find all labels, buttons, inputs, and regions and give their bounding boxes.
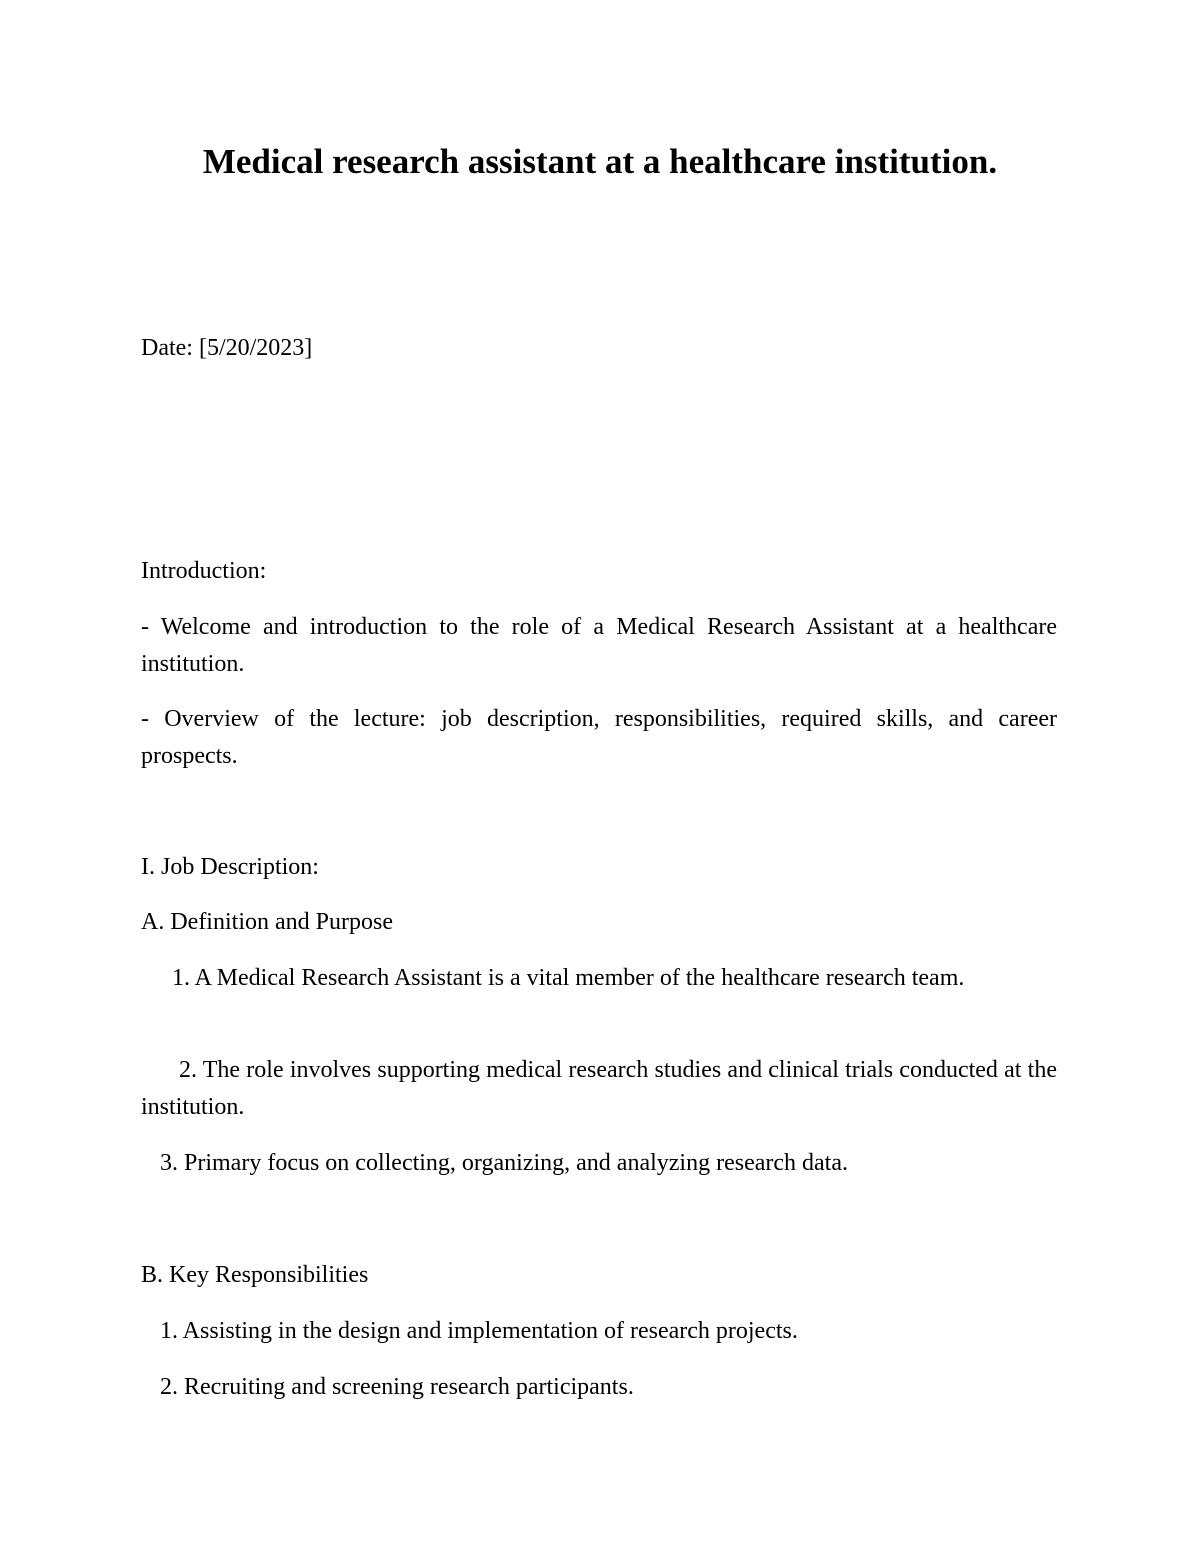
- introduction-bullet: - Overview of the lecture: job description, responsibilities, required skills, and career prospects.: [141, 706, 1057, 769]
- subsection-heading: A. Definition and Purpose: [141, 909, 393, 935]
- section-heading: I. Job Description:: [141, 854, 319, 880]
- list-item: 1. Assisting in the design and implementation of research projects.: [160, 1318, 798, 1344]
- list-item: 3. Primary focus on collecting, organizing, and analyzing research data.: [160, 1150, 848, 1176]
- document-title: Medical research assistant at a healthcare institution.: [202, 142, 998, 181]
- introduction-heading: Introduction:: [141, 558, 267, 584]
- date-line: Date: [5/20/2023]: [141, 335, 313, 361]
- list-item: 2. The role involves supporting medical research studies and clinical trials conducted at the institution.: [141, 1057, 1057, 1120]
- list-item: 1. A Medical Research Assistant is a vital member of the healthcare research team.: [172, 965, 965, 991]
- introduction-bullet: - Welcome and introduction to the role of a Medical Research Assistant at a healthcare institution.: [141, 614, 1057, 677]
- subsection-heading: B. Key Responsibilities: [141, 1262, 369, 1288]
- list-item: 2. Recruiting and screening research participants.: [160, 1374, 634, 1400]
